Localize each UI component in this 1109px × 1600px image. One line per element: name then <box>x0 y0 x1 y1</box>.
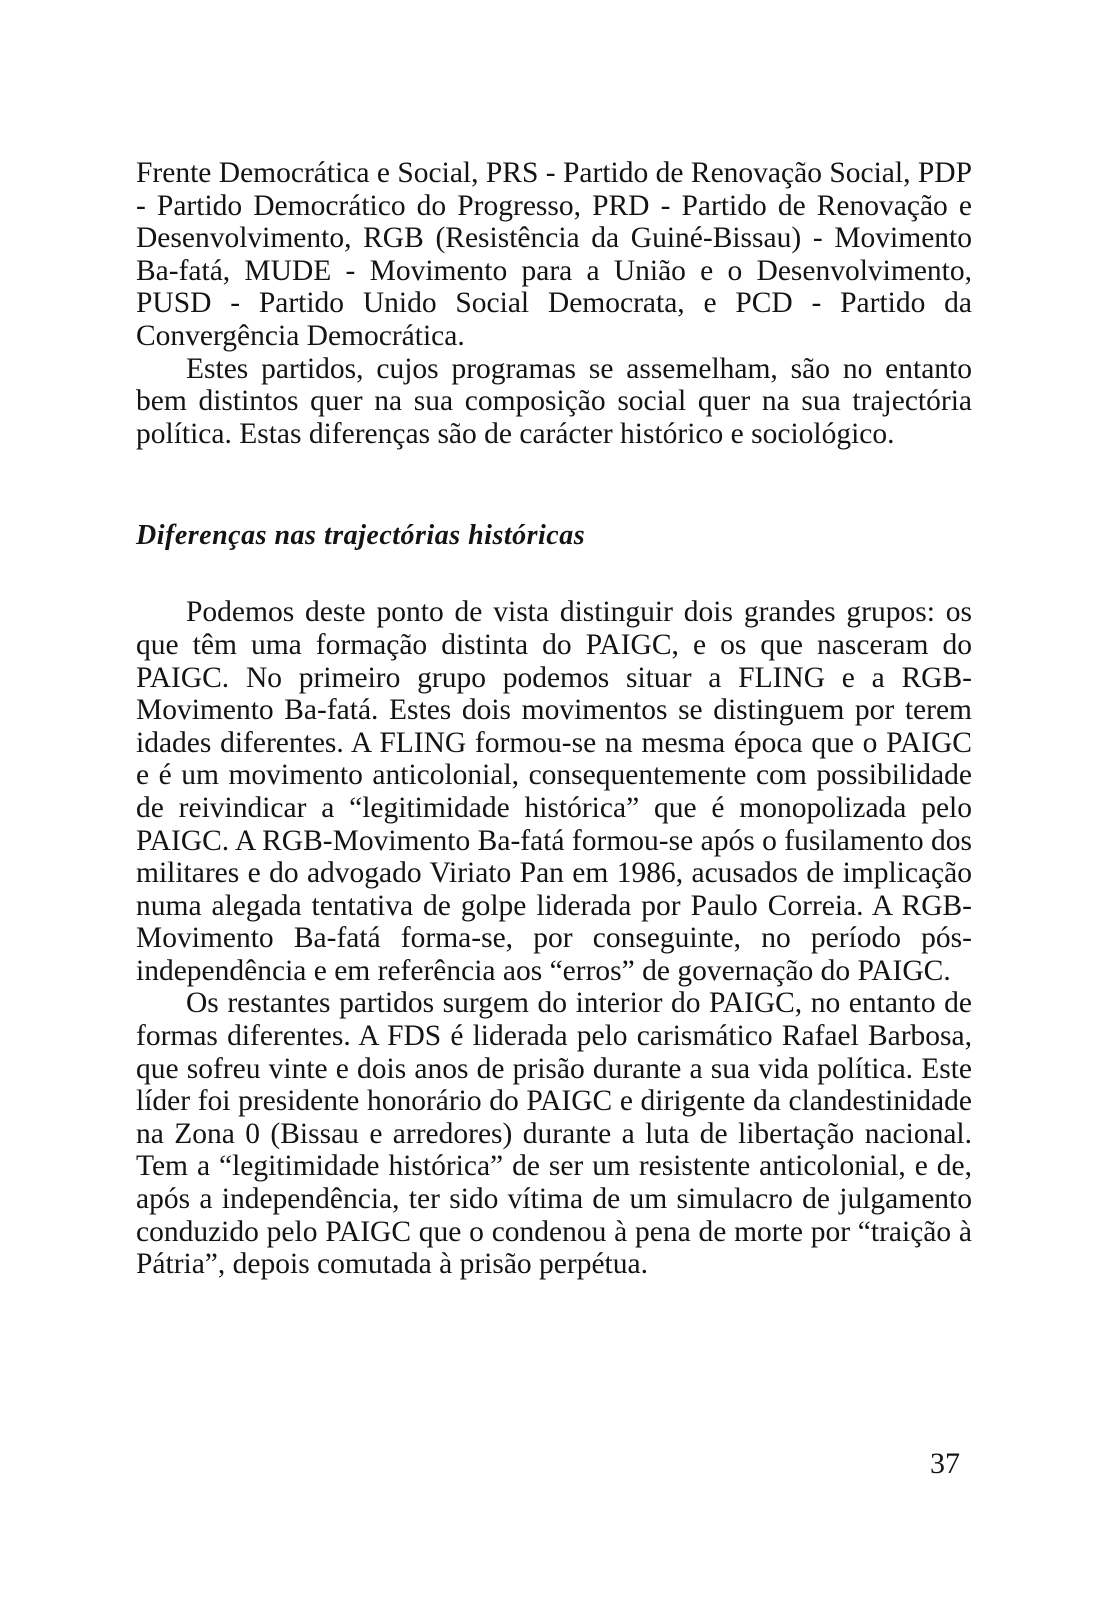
section-heading: Diferenças nas trajectórias históricas <box>136 520 586 552</box>
paragraph-party-differences: Estes partidos, cujos programas se assemelham, são no entanto bem distintos quer na sua composição social quer na sua trajectória política. Estas diferenças são de carácter histórico e sociológico. <box>136 352 972 450</box>
paragraph-remaining-parties: Os restantes partidos surgem do interior do PAIGC, no entanto de formas diferentes. A FDS é liderada pelo carismático Rafael Barbosa, que sofreu vinte e dois anos de prisão durante a sua vida política. Este líder foi presidente honorário do PAIGC e dirigente da clandestinidade na Zona 0 (Bissau e arredores) durante a luta de libertação nacional. Tem a “legitimidade histórica” de ser um resistente anticolonial, e de, após a independência, ter sido vítima de um simulacro de julgamento conduzido pelo PAIGC que o condenou à pena de morte por “traição à Pátria”, depois comutada à prisão perpétua. <box>136 987 972 1281</box>
paragraph-two-groups: Podemos deste ponto de vista distinguir dois grandes grupos: os que têm uma formação distinta do PAIGC, e os que nasceram do PAIGC. No primeiro grupo podemos situar a FLING e a RGB-Movimento Ba-fatá. Estes dois movimentos se distinguem por terem idades diferentes. A FLING formou-se na mesma época que o PAIGC e é um movimento anticolonial, consequentemente com possibilidade de reivindicar a “legitimidade histórica” que é monopolizada pelo PAIGC. A RGB-Movimento Ba-fatá formou-se após o fusilamento dos militares e do advogado Viriato Pan em 1986, acusados de implicação numa alegada tentativa de golpe liderada por Paulo Correia. A RGB-Movimento Ba-fatá forma-se, por conseguinte, no período pós-independência e em referência aos “erros” de governação do PAIGC. <box>136 596 972 987</box>
page-number: 37 <box>930 1447 960 1480</box>
paragraph-party-list: Frente Democrática e Social, PRS - Partido de Renovação Social, PDP - Partido Democrático do Progresso, PRD - Partido de Renovação e Desenvolvimento, RGB (Resistência da Guiné-Bissau) - Movimento Ba-fatá, MUDE - Movimento para a União e o Desenvolvimento, PUSD - Partido Unido Social Democrata, e PCD - Partido da Convergência Democrática. <box>136 157 972 352</box>
page-body <box>136 157 972 1281</box>
